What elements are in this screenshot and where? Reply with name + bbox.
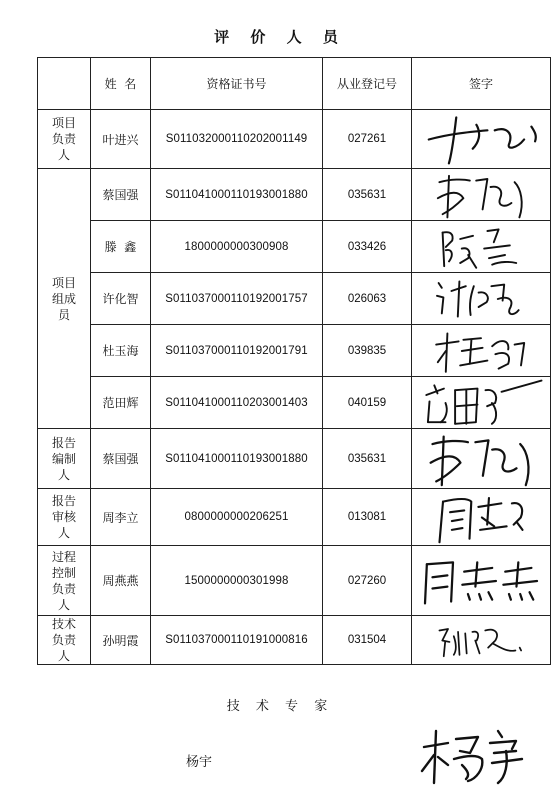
page-title: 评 价 人 员 [214, 28, 346, 46]
signature-cell [412, 273, 551, 325]
certificate-number-cell: S011041000110193001880 [151, 169, 323, 221]
registration-number-cell: 031504 [323, 616, 412, 665]
signature-cell [412, 377, 551, 429]
category-cell: 报告 编制 人 [38, 429, 91, 489]
personnel-table [37, 57, 551, 665]
signature-cell [412, 616, 551, 665]
registration-number-cell: 027260 [323, 546, 412, 616]
person-name-cell: 孙明霞 [91, 616, 151, 665]
certificate-number-cell: S011037000110191000816 [151, 616, 323, 665]
handwritten-signature [414, 379, 549, 427]
person-name-cell: 蔡国强 [91, 169, 151, 221]
certificate-number-cell: S011032000110202001149 [151, 110, 323, 169]
header-name: 姓 名 [91, 58, 151, 110]
table-row [38, 489, 551, 546]
category-cell: 过程 控制 负责 人 [38, 546, 91, 616]
registration-number-cell: 035631 [323, 169, 412, 221]
table-row [38, 273, 551, 325]
registration-number-cell: 040159 [323, 377, 412, 429]
header-category [38, 58, 91, 110]
person-name-cell: 周李立 [91, 489, 151, 546]
expert-signature [412, 725, 552, 787]
certificate-number-cell: S011037000110192001791 [151, 325, 323, 377]
signature-cell [412, 169, 551, 221]
handwritten-signature [416, 112, 546, 167]
signature-cell [412, 546, 551, 616]
handwritten-signature [417, 619, 545, 662]
table-row [38, 429, 551, 489]
person-name-cell: 叶进兴 [91, 110, 151, 169]
person-name-cell: 蔡国强 [91, 429, 151, 489]
table-row [38, 169, 551, 221]
signature-cell [412, 325, 551, 377]
person-name-cell: 范田辉 [91, 377, 151, 429]
registration-number-cell: 027261 [323, 110, 412, 169]
table-row [38, 377, 551, 429]
header-signature: 签字 [412, 58, 551, 110]
table-header-row [38, 58, 551, 110]
person-name-cell: 周燕燕 [91, 546, 151, 616]
certificate-number-cell: 1500000000301998 [151, 546, 323, 616]
certificate-number-cell: 0800000000206251 [151, 489, 323, 546]
table-row [38, 110, 551, 169]
certificate-number-cell: S011041000110193001880 [151, 429, 323, 489]
certificate-number-cell: S011041000110203001403 [151, 377, 323, 429]
handwritten-signature [426, 491, 536, 544]
person-name-cell: 许化智 [91, 273, 151, 325]
expert-name: 杨宇 [186, 755, 213, 770]
handwritten-signature [418, 275, 544, 323]
handwritten-signature [415, 553, 547, 609]
signature-cell [412, 489, 551, 546]
handwritten-signature [419, 431, 543, 487]
registration-number-cell: 013081 [323, 489, 412, 546]
certificate-number-cell: S011037000110192001757 [151, 273, 323, 325]
registration-number-cell: 033426 [323, 221, 412, 273]
handwritten-signature [419, 327, 543, 375]
category-cell: 报告 审核 人 [38, 489, 91, 546]
registration-number-cell: 039835 [323, 325, 412, 377]
signature-cell [412, 221, 551, 273]
category-cell: 项目 负责 人 [38, 110, 91, 169]
handwritten-signature [419, 171, 543, 219]
table-row [38, 616, 551, 665]
person-name-cell: 杜玉海 [91, 325, 151, 377]
table-row [38, 221, 551, 273]
category-cell: 项目 组成 员 [38, 169, 91, 429]
header-reg: 从业登记号 [323, 58, 412, 110]
experts-title: 技 术 专 家 [226, 699, 334, 714]
signature-cell [412, 429, 551, 489]
category-cell: 技术 负责 人 [38, 616, 91, 665]
handwritten-signature [425, 223, 537, 271]
registration-number-cell: 026063 [323, 273, 412, 325]
table-row [38, 325, 551, 377]
person-name-cell: 滕 鑫 [91, 221, 151, 273]
signature-cell [412, 110, 551, 169]
certificate-number-cell: 1800000000300908 [151, 221, 323, 273]
registration-number-cell: 035631 [323, 429, 412, 489]
header-cert: 资格证书号 [151, 58, 323, 110]
table-row [38, 546, 551, 616]
